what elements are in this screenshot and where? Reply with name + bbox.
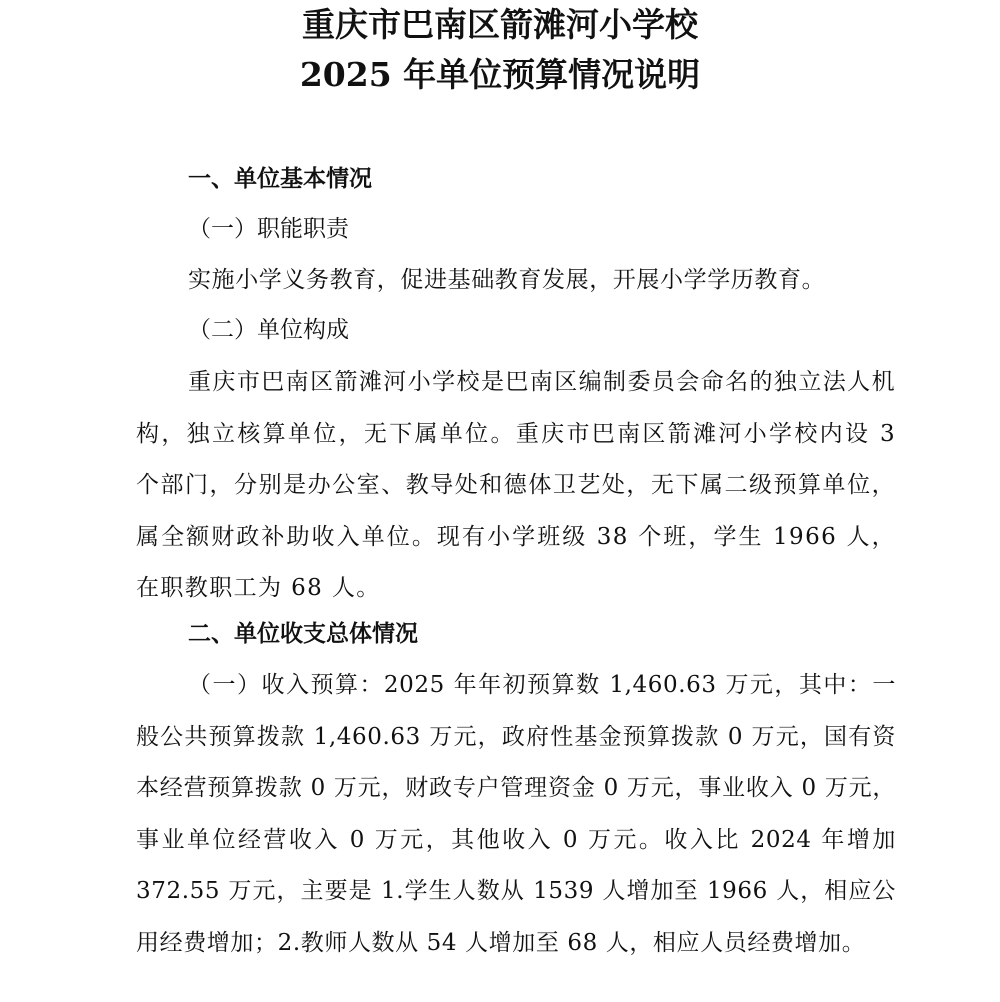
document-title-line2: 2025 年单位预算情况说明 — [299, 55, 701, 94]
document-title-line1: 重庆市巴南区箭滩河小学校 — [302, 5, 698, 44]
section1-heading: 一、单位基本情况 — [188, 166, 372, 192]
section2-sub1-text: （一）收入预算：2025 年年初预算数 1,460.63 万元，其中：一般公共预算拨款 1,460.63 万元，政府性基金预算拨款 0 万元，国有资本经营预算拨款 0 万元，财政专户管理资金 0 万元，事业收入 0 万元，事业单位经营收入 0 万元，其他收入 0 万元。收入比 2024 年增加 372.55 万元，主要是 1.学生人数从 1539 人增加至 1966 人，相应公用经费增加；2.教师人数从 54 人增加至 68 人，相应人员经费增加。 — [136, 672, 896, 956]
section1-sub2-text: 重庆市巴南区箭滩河小学校是巴南区编制委员会命名的独立法人机构，独立核算单位，无下属单位。重庆市巴南区箭滩河小学校内设 3 个部门，分别是办公室、教导处和德体卫艺处，无下属二级预算单位，属全额财政补助收入单位。现有小学班级 38 个班，学生 1966 人，在职教职工为 68 人。 — [136, 369, 896, 601]
section1-sub1-heading: （一）职能职责 — [188, 216, 349, 242]
section1-sub1-text: 实施小学义务教育，促进基础教育发展，开展小学学历教育。 — [188, 267, 826, 293]
section2-heading: 二、单位收支总体情况 — [188, 621, 418, 647]
section1-sub2-heading: （二）单位构成 — [188, 317, 349, 343]
